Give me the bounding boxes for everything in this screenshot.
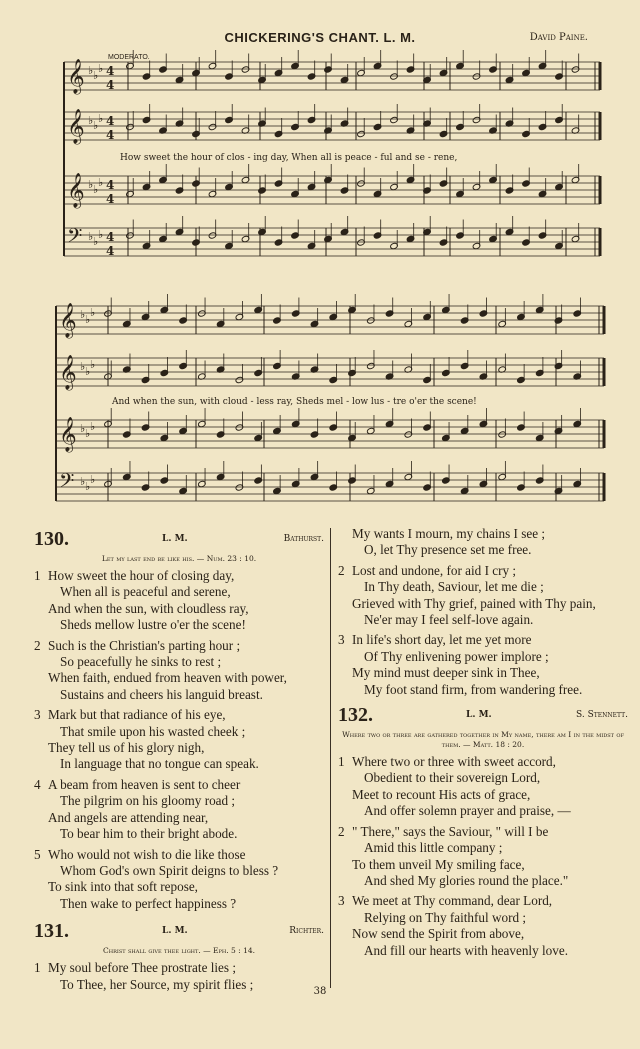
verse-line [34, 793, 324, 809]
time-signature-icon: 4 [106, 128, 115, 142]
flat-icon: ♭ [88, 64, 94, 77]
hymn-132 [338, 704, 628, 959]
verse-line [338, 665, 628, 681]
verse-line [338, 943, 628, 959]
verse-text: My soul before Thee prostrate lies ; [48, 960, 236, 976]
verse-line [34, 777, 324, 793]
stanza [34, 707, 324, 773]
verse-text: They tell us of his glory nigh, [48, 740, 205, 756]
verse-text: And offer solemn prayer and praise, — [364, 803, 571, 819]
verse-text: Sustains and cheers his languid breast. [60, 686, 263, 702]
verse-line [34, 670, 324, 686]
verse-text: Mark but that radiance of his eye, [48, 707, 226, 723]
bass-clef-icon: 𝄢 [59, 469, 75, 497]
verse-line [338, 873, 628, 889]
flat-icon: ♭ [88, 114, 94, 127]
verse-text: And angels are attending near, [48, 809, 209, 825]
verse-text: Now send the Spirit from above, [352, 926, 525, 942]
verse-text: To Thee, her Source, my spirit flies ; [60, 976, 254, 992]
treble-clef-icon: 𝄞 [67, 59, 85, 94]
verse-line [338, 563, 628, 579]
verse-line [34, 568, 324, 584]
tempo-marking: MODERATO. [108, 54, 150, 61]
verse-text: The pilgrim on his gloomy road ; [60, 793, 236, 809]
flat-icon: ♭ [88, 178, 94, 191]
verse-text: Amid this little company ; [364, 840, 503, 856]
flat-icon: ♭ [80, 308, 86, 321]
hymn-tune: S. Stennett. [576, 710, 628, 721]
hymn-tune: Richter. [289, 926, 324, 937]
stanza-number: 3 [338, 632, 345, 648]
verse-text: My wants I mourn, my chains I see ; [352, 526, 546, 541]
verse-text: Meet to recount His acts of grace, [352, 786, 531, 802]
hymn-131 [34, 920, 324, 993]
verse-text: Sheds mellow lustre o'er the scene! [60, 617, 246, 633]
verse-text: And shed My glories round the place." [364, 872, 569, 888]
flat-icon: ♭ [90, 306, 96, 319]
flat-icon: ♭ [90, 358, 96, 371]
verse-line [338, 770, 628, 786]
right-column [338, 526, 628, 959]
treble-clef-icon: 𝄞 [59, 417, 77, 452]
hymn-number: 132. [338, 704, 373, 727]
verse-line [34, 687, 324, 703]
flat-icon: ♭ [98, 112, 104, 125]
verse-text: " There," says the Saviour, " will I be [352, 823, 549, 839]
flat-icon: ♭ [80, 360, 86, 373]
hymn-meter: L. M. [162, 534, 188, 544]
composer-name: David Paine. [529, 32, 588, 43]
flat-icon: ♭ [90, 420, 96, 433]
flat-icon: ♭ [90, 473, 96, 486]
flat-icon: ♭ [93, 119, 99, 132]
stanza-number: 3 [34, 707, 41, 723]
stanza-number: 3 [338, 893, 345, 909]
verse-text: Grieved with Thy grief, pained with Thy pain, [352, 595, 596, 611]
verse-text: So peacefully he sinks to rest ; [60, 654, 222, 670]
verse-line [34, 617, 324, 633]
verse-text: And when the sun, with cloudless ray, [48, 600, 249, 616]
verse-line [338, 526, 628, 542]
verse-text: We meet at Thy command, dear Lord, [352, 893, 553, 909]
verse-text: How sweet the hour of closing day, [48, 568, 235, 583]
verse-line [34, 724, 324, 740]
verse-text: In Thy death, Saviour, let me die ; [364, 579, 544, 595]
stanza [338, 754, 628, 820]
flat-icon: ♭ [80, 422, 86, 435]
stanza-continued [338, 526, 628, 559]
verse-text: In language that no tongue can speak. [60, 756, 259, 772]
stanza [338, 824, 628, 890]
verse-text: Who would not wish to die like those [48, 846, 246, 862]
verse-line [34, 879, 324, 895]
flat-icon: ♭ [98, 176, 104, 189]
verse-line [338, 803, 628, 819]
verse-text: Whom God's own Spirit deigns to bless ? [60, 862, 279, 878]
verse-line [338, 649, 628, 665]
verse-text: My foot stand firm, from wandering free. [364, 681, 583, 697]
hymn-meter: L. M. [466, 710, 492, 721]
verse-text: A beam from heaven is sent to cheer [48, 776, 241, 792]
verse-line [34, 740, 324, 756]
verse-line [338, 682, 628, 698]
verse-line [338, 787, 628, 803]
stanza-number: 1 [34, 960, 41, 976]
verse-line [34, 960, 324, 976]
stanza [34, 638, 324, 704]
flat-icon: ♭ [98, 62, 104, 75]
bass-clef-icon: 𝄢 [67, 224, 83, 252]
flat-icon: ♭ [85, 480, 91, 493]
stanza-number: 2 [34, 637, 41, 653]
verse-line [338, 542, 628, 558]
verse-line [338, 857, 628, 873]
verse-line [34, 810, 324, 826]
tune-title: CHICKERING'S CHANT. L. M. [224, 30, 416, 45]
time-signature-icon: 4 [106, 114, 115, 128]
verse-text: O, let Thy presence set me free. [364, 542, 532, 558]
verse-text: To them unveil My smiling face, [352, 856, 525, 872]
time-signature-icon: 4 [106, 230, 115, 244]
stanza [34, 568, 324, 634]
flat-icon: ♭ [93, 183, 99, 196]
verse-line [34, 826, 324, 842]
verse-text: When all is peaceful and serene, [60, 584, 231, 600]
scripture-text: Where two or three are gathered together in My name, there am I in the midst of them. — Matt. 18 : 20. [342, 730, 624, 750]
flat-icon: ♭ [88, 230, 94, 243]
hymn-number: 130. [34, 528, 69, 550]
verse-line [34, 654, 324, 670]
verse-line [34, 847, 324, 863]
verse-line [34, 896, 324, 912]
verse-line [34, 638, 324, 654]
time-signature-icon: 4 [106, 64, 115, 78]
lyrics-system-1: How sweet the hour of clos - ing day, When all is peace - ful and se - rene, [120, 153, 458, 163]
verse-line [338, 926, 628, 942]
music-score [0, 0, 640, 510]
verse-line [34, 756, 324, 772]
hymn-number: 131. [34, 920, 69, 943]
verse-text: That smile upon his wasted cheek ; [60, 723, 246, 739]
stanza [338, 632, 628, 698]
verse-text: To bear him to their bright abode. [60, 826, 238, 842]
verse-line [338, 612, 628, 628]
flat-icon: ♭ [85, 313, 91, 326]
flat-icon: ♭ [85, 427, 91, 440]
treble-clef-icon: 𝄞 [59, 355, 77, 390]
flat-icon: ♭ [93, 235, 99, 248]
verse-text: Obedient to their sovereign Lord, [364, 770, 541, 786]
verse-line [338, 632, 628, 648]
stanza-number: 4 [34, 776, 41, 792]
verse-line [338, 840, 628, 856]
verse-text: Ne'er may I feel self-love again. [364, 612, 534, 628]
flat-icon: ♭ [93, 69, 99, 82]
time-signature-icon: 4 [106, 178, 115, 192]
hymn-meter: L. M. [162, 926, 188, 937]
verse-line [338, 754, 628, 770]
stanza [34, 777, 324, 843]
stanza-number: 1 [338, 754, 345, 770]
stanza [34, 847, 324, 913]
verse-text: My mind must deeper sink in Thee, [352, 665, 540, 681]
verse-line [34, 863, 324, 879]
verse-text: To sink into that soft repose, [48, 879, 198, 895]
verse-line [338, 596, 628, 612]
verse-text: When faith, endued from heaven with power, [48, 670, 287, 686]
stanza [338, 563, 628, 629]
verse-text: Of Thy enlivening power implore ; [364, 648, 549, 664]
verse-text: Such is the Christian's parting hour ; [48, 637, 241, 653]
verse-line [338, 893, 628, 909]
verse-line [338, 824, 628, 840]
verse-line [34, 601, 324, 617]
verse-text: And fill our hearts with heavenly love. [364, 942, 568, 958]
hymn-130 [34, 528, 324, 912]
scripture-text: Let my last end be like his. — Num. 23 : 10. [101, 554, 257, 563]
verse-text: Where two or three with sweet accord, [352, 754, 556, 770]
stanza-number: 2 [338, 823, 345, 839]
flat-icon: ♭ [85, 365, 91, 378]
verse-line [338, 579, 628, 595]
stanza-number: 5 [34, 846, 41, 862]
treble-clef-icon: 𝄞 [67, 109, 85, 144]
verse-line [34, 584, 324, 600]
time-signature-icon: 4 [106, 78, 115, 92]
flat-icon: ♭ [98, 228, 104, 241]
treble-clef-icon: 𝄞 [67, 173, 85, 208]
verse-text: Relying on Thy faithful word ; [364, 909, 527, 925]
stanza-number: 1 [34, 568, 41, 583]
time-signature-icon: 4 [106, 244, 115, 258]
page-number: 38 [313, 986, 327, 997]
verse-line [338, 910, 628, 926]
time-signature-icon: 4 [106, 192, 115, 206]
column-divider [330, 528, 331, 988]
flat-icon: ♭ [80, 475, 86, 488]
stanza-number: 2 [338, 562, 345, 578]
stanza [338, 893, 628, 959]
treble-clef-icon: 𝄞 [59, 303, 77, 338]
verse-text: Then wake to perfect happiness ? [60, 895, 237, 911]
lyrics-system-2: And when the sun, with cloud - less ray, Sheds mel - low lus - tre o'er the scene! [112, 397, 477, 407]
verse-text: In life's short day, let me yet more [352, 632, 532, 648]
verse-text: Lost and undone, for aid I cry ; [352, 562, 517, 578]
scripture-text: Christ shall give thee light. — Eph. 5 : 14. [103, 946, 255, 956]
hymn-tune: Bathurst. [283, 534, 324, 544]
verse-line [34, 707, 324, 723]
left-column [34, 528, 324, 993]
